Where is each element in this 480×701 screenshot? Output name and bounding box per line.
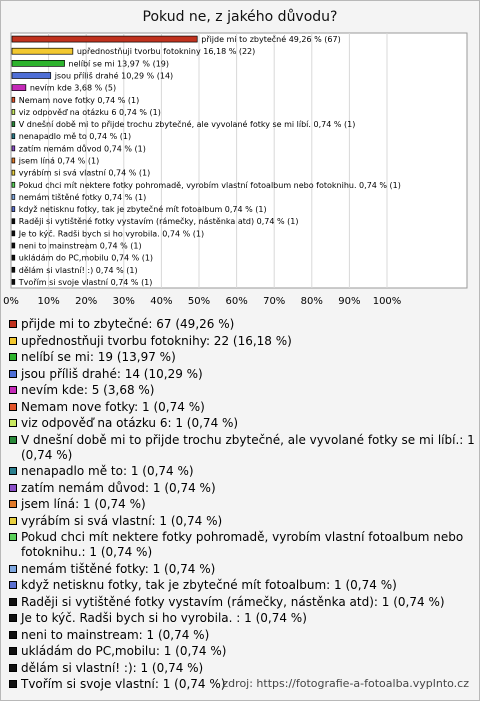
bar (12, 85, 26, 91)
legend-text: nenapadlo mě to: 1 (0,74 %) (21, 464, 194, 478)
bar-label: Nemam nove fotky 0,74 % (1) (18, 95, 140, 105)
source-credit: zdroj: https://fotografie-a-fotoalba.vyplnto.cz (222, 677, 469, 690)
legend-swatch (9, 533, 17, 541)
legend-text: viz odpověď na otázku 6: 1 (0,74 %) (21, 416, 239, 430)
legend-swatch (9, 320, 17, 328)
bar-label: dělám si vlastní! :) 0,74 % (1) (18, 265, 138, 275)
bar (12, 146, 15, 151)
bar-label: vyrábím si svá vlastní 0,74 % (1) (18, 168, 151, 178)
legend-swatch (9, 467, 17, 475)
legend-item (9, 578, 475, 593)
bar-label: nelíbí se mi 13,97 % (19) (68, 59, 170, 69)
bar-label: nenapadlo mě to 0,74 % (1) (18, 132, 132, 142)
chart-legend (9, 317, 475, 694)
x-tick-label: 70% (263, 296, 286, 307)
bar (12, 255, 15, 260)
legend-swatch (9, 581, 17, 589)
x-tick-label: 90% (338, 296, 361, 307)
legend-text: Raději si vytištěné fotky vystavím (rámečky, nástěnka atd): 1 (0,74 %) (21, 594, 445, 609)
bar (12, 109, 15, 114)
bar-label: neni to mainstream 0,74 % (1) (18, 241, 142, 251)
x-tick-label: 40% (150, 296, 173, 307)
legend-swatch (9, 370, 17, 378)
x-tick-label: 100% (372, 296, 402, 307)
legend-item (9, 416, 475, 431)
bar-label: Raději si vytištěné fotky vystavím (rámečky, nástěnka atd) 0,74 % (1) (18, 217, 299, 227)
legend-item (9, 367, 475, 382)
bar (12, 267, 15, 272)
bar (12, 158, 15, 163)
bar-label: Je to kýč. Radši bych si ho vyrobila. 0,74 % (1) (18, 229, 205, 239)
legend-swatch (9, 353, 17, 361)
x-tick-label: 50% (187, 296, 211, 307)
legend-swatch (9, 517, 17, 525)
bar-label: zatím nemám důvod 0,74 % (1) (18, 144, 146, 154)
legend-swatch (9, 419, 17, 427)
legend-text: jsem líná: 1 (0,74 %) (21, 497, 146, 511)
legend-item (9, 350, 475, 365)
bar (12, 73, 51, 79)
legend-text: zatím nemám důvod: 1 (0,74 %) (21, 480, 216, 495)
x-tick-label: 30% (112, 296, 135, 307)
bar-label: přijde mi to zbytečné 49,26 % (67) (201, 35, 341, 45)
legend-text: když netisknu fotky, tak je zbytečné mít fotoalbum: 1 (0,74 %) (21, 578, 397, 592)
legend-text: přijde mi to zbytečné: 67 (49,26 %) (21, 317, 235, 331)
legend-item (9, 644, 475, 659)
bar (12, 60, 65, 66)
bar-label: ukládám do PC,mobilu 0,74 % (1) (18, 253, 154, 263)
legend-item (9, 317, 475, 332)
bar (12, 243, 15, 248)
bar (12, 207, 15, 212)
legend-text: jsou příliš drahé: 14 (10,29 %) (21, 366, 203, 381)
legend-swatch (9, 337, 17, 345)
legend-swatch (9, 614, 17, 622)
legend-swatch (9, 647, 17, 655)
legend-text: V dnešní době mi to přijde trochu zbytečné, ale vyvolané fotky se mi líbí.: 1 (0,74 %) (21, 432, 475, 462)
bar (12, 36, 197, 42)
bar-chart (1, 1, 479, 311)
legend-swatch (9, 631, 17, 639)
legend-text: Tvořím si svoje vlastní: 1 (0,74 %) (21, 677, 226, 691)
bar (12, 279, 15, 284)
legend-item (9, 481, 475, 496)
legend-item (9, 628, 475, 643)
x-tick-label: 60% (225, 296, 248, 307)
bar-label: jsou příliš drahé 10,29 % (14) (54, 71, 174, 81)
legend-text: Je to kýč. Radši bych si ho vyrobila. : 1 (0,74 %) (21, 611, 307, 625)
bar-label: jsem líná 0,74 % (1) (18, 156, 100, 166)
legend-text: dělám si vlastní! :): 1 (0,74 %) (21, 660, 204, 675)
x-tick-label: 80% (300, 296, 323, 307)
legend-item (9, 497, 475, 512)
x-tick-label: 20% (75, 296, 98, 307)
legend-text: nemám tištěné fotky: 1 (0,74 %) (21, 561, 216, 576)
bar (12, 219, 15, 224)
bar (12, 194, 15, 199)
legend-swatch (9, 680, 17, 688)
bar-label: viz odpověď na otázku 6 0,74 % (1) (18, 107, 161, 117)
x-tick-label: 10% (37, 296, 60, 307)
legend-text: nelíbí se mi: 19 (13,97 %) (21, 350, 176, 364)
legend-text: Nemam nove fotky: 1 (0,74 %) (21, 399, 205, 414)
legend-swatch (9, 484, 17, 492)
legend-swatch (9, 598, 17, 606)
bar-label: když netisknu fotky, tak je zbytečné mít fotoalbum 0,74 % (1) (18, 205, 267, 215)
bar (12, 134, 15, 139)
bar-label: nemám tištěné fotky 0,74 % (1) (18, 192, 147, 202)
legend-text: neni to mainstream: 1 (0,74 %) (21, 627, 210, 642)
bar-label: Tvořím si svoje vlastní 0,74 % (1) (18, 277, 153, 287)
legend-text: ukládám do PC,mobilu: 1 (0,74 %) (21, 644, 227, 658)
legend-item (9, 400, 475, 415)
bar-label: Pokud chci mít nektere fotky pohromadě, vyrobím vlastní fotoalbum nebo fotoknihu. 0,74 % (1) (18, 180, 401, 190)
legend-item (9, 595, 475, 610)
bar (12, 97, 15, 102)
legend-swatch (9, 664, 17, 672)
bar (12, 170, 15, 175)
legend-item (9, 562, 475, 577)
bar (12, 48, 73, 54)
legend-item (9, 464, 475, 479)
legend-swatch (9, 386, 17, 394)
bar (12, 182, 15, 187)
bar-label: nevím kde 3,68 % (5) (29, 83, 117, 93)
bar-label: upřednostňuji tvorbu fotokniny 16,18 % (22) (76, 47, 256, 57)
legend-item (9, 661, 475, 676)
legend-swatch (9, 565, 17, 573)
legend-item (9, 383, 475, 398)
x-tick-label: 0% (3, 296, 19, 307)
legend-item (9, 530, 475, 560)
legend-text: nevím kde: 5 (3,68 %) (21, 383, 155, 397)
bar (12, 122, 15, 127)
bar-label: V dnešní době mi to přijde trochu zbytečné, ale vyvolané fotky se mi líbí. 0,74 % (1) (18, 120, 356, 130)
bar (12, 231, 15, 236)
legend-swatch (9, 500, 17, 508)
legend-text: upřednostňuji tvorbu fotoknihy: 22 (16,18 %) (21, 333, 292, 348)
legend-swatch (9, 403, 17, 411)
legend-item (9, 514, 475, 529)
legend-text: vyrábím si svá vlastní: 1 (0,74 %) (21, 513, 223, 528)
chart-title: Pokud ne, z jakého důvodu? (142, 9, 338, 25)
legend-swatch (9, 436, 17, 444)
legend-item (9, 611, 475, 626)
legend-item (9, 433, 475, 463)
legend-text: Pokud chci mít nektere fotky pohromadě, vyrobím vlastní fotoalbum nebo fotoknihu.: 1 (0,74 %) (21, 530, 464, 559)
legend-item (9, 334, 475, 349)
